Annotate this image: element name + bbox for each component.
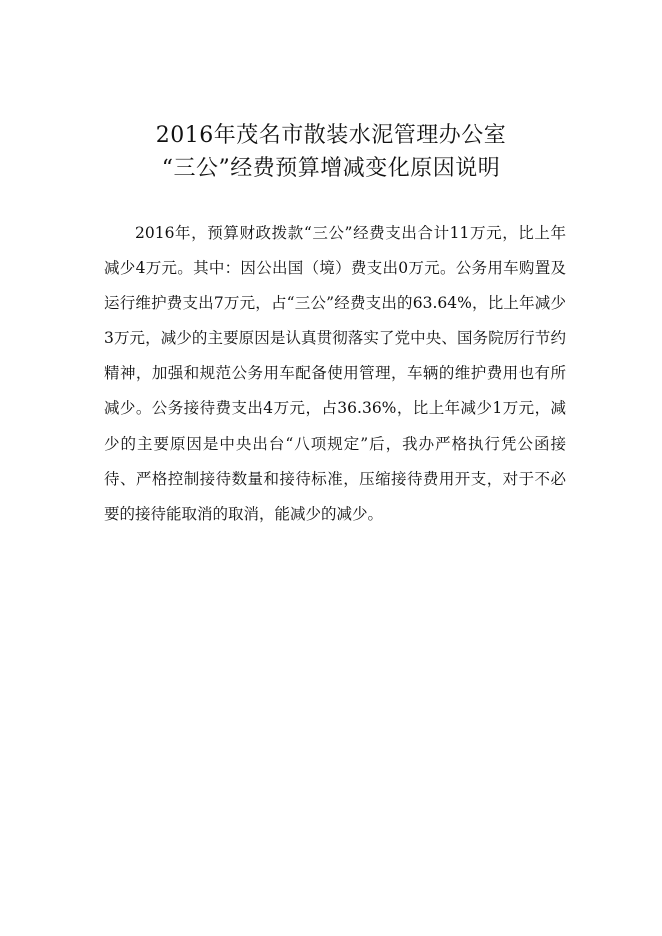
document-title-line-2: “三公”经费预算增减变化原因说明 xyxy=(161,156,501,181)
body-paragraph-text: 2016年，预算财政拨款“三公”经费支出合计11万元，比上年减少4万元。其中：因公出国（境）费支出0万元。公务用车购置及运行维护费支出7万元，占“三公”经费支出的63.64%，比上年减少3万元，减少的主要原因是认真贯彻落实了党中央、国务院厉行节约精神，加强和规范公务用车配备使用管理，车辆的维护费用也有所减少。公务接待费支出4万元，占36.36%，比上年减少1万元，减少的主要原因是中央出台“八项规定”后，我办严格执行凭公函接待、严格控制接待数量和接待标准，压缩接待费用开支，对于不必要的接待能取消的取消，能减少的减少。 xyxy=(104,224,566,523)
body-paragraph xyxy=(104,216,566,532)
document-title-line-1: 2016年茂名市散装水泥管理办公室 xyxy=(155,123,507,148)
